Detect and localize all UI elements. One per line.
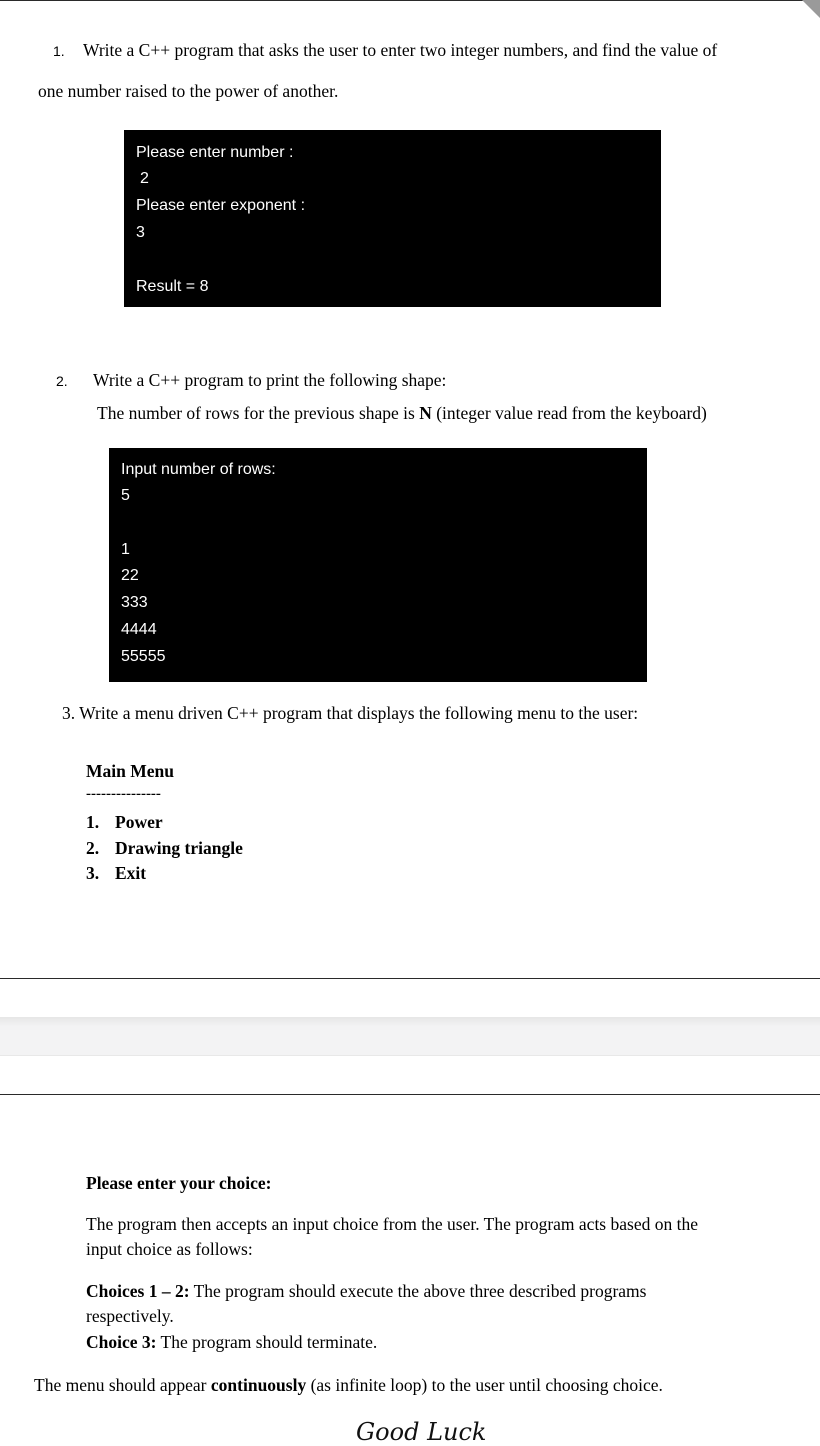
q2-console-output (109, 448, 647, 682)
console-line: 1 (121, 541, 130, 558)
menu-item-number: 2. (86, 838, 100, 858)
choices-1-2-text-line2: respectively. (86, 1306, 174, 1326)
menu-divider: --------------- (86, 786, 161, 802)
menu-title: Main Menu (86, 761, 174, 781)
console-line: 4444 (121, 621, 157, 638)
choice-3-text: Choice 3: The program should terminate. (86, 1332, 378, 1352)
menu-item-number: 3. (86, 863, 100, 883)
console-line: Please enter exponent : (136, 197, 306, 214)
menu-item-power: Power (115, 812, 163, 832)
q1-text-line2: one number raised to the power of another. (38, 81, 339, 101)
good-luck-signature: Good Luck (356, 1418, 487, 1446)
console-line: Input number of rows: (121, 461, 276, 478)
accept-text-line1: The program then accepts an input choice from the user. The program acts based on the (86, 1214, 698, 1234)
console-line: 2 (140, 170, 149, 187)
loop-text: The menu should appear continuously (as infinite loop) to the user until choosing choice. (34, 1375, 663, 1395)
q2-text-line2: The number of rows for the previous shape is N (integer value read from the keyboard) (97, 403, 707, 423)
menu-item-exit: Exit (115, 863, 147, 883)
console-line: 22 (121, 567, 139, 584)
console-line: Result = 8 (136, 278, 209, 295)
menu-item-drawing-triangle: Drawing triangle (115, 838, 243, 858)
page-top-border (0, 1094, 820, 1095)
top-border (0, 0, 820, 1)
q2-text-line1: Write a C++ program to print the following shape: (93, 370, 447, 390)
console-line: 3 (136, 224, 145, 241)
q3-text-line1: 3. Write a menu driven C++ program that displays the following menu to the user: (62, 703, 639, 723)
choices-1-2-text: Choices 1 – 2: The program should execute the above three described programs (86, 1281, 647, 1301)
q1-number: 1. (53, 43, 65, 59)
console-line: Please enter number : (136, 144, 294, 161)
page-gap (0, 1017, 820, 1056)
console-line: 55555 (121, 648, 166, 665)
page-bottom-border (0, 978, 820, 979)
q2-number: 2. (56, 373, 68, 389)
console-line: 333 (121, 594, 148, 611)
q1-console-output (124, 130, 661, 307)
console-line: 5 (121, 487, 130, 504)
q1-text-line1: Write a C++ program that asks the user to enter two integer numbers, and find the value of (83, 40, 718, 60)
menu-item-number: 1. (86, 812, 100, 832)
choice-prompt: Please enter your choice: (86, 1173, 272, 1193)
accept-text-line2: input choice as follows: (86, 1239, 253, 1259)
page-corner-fold (802, 0, 820, 18)
